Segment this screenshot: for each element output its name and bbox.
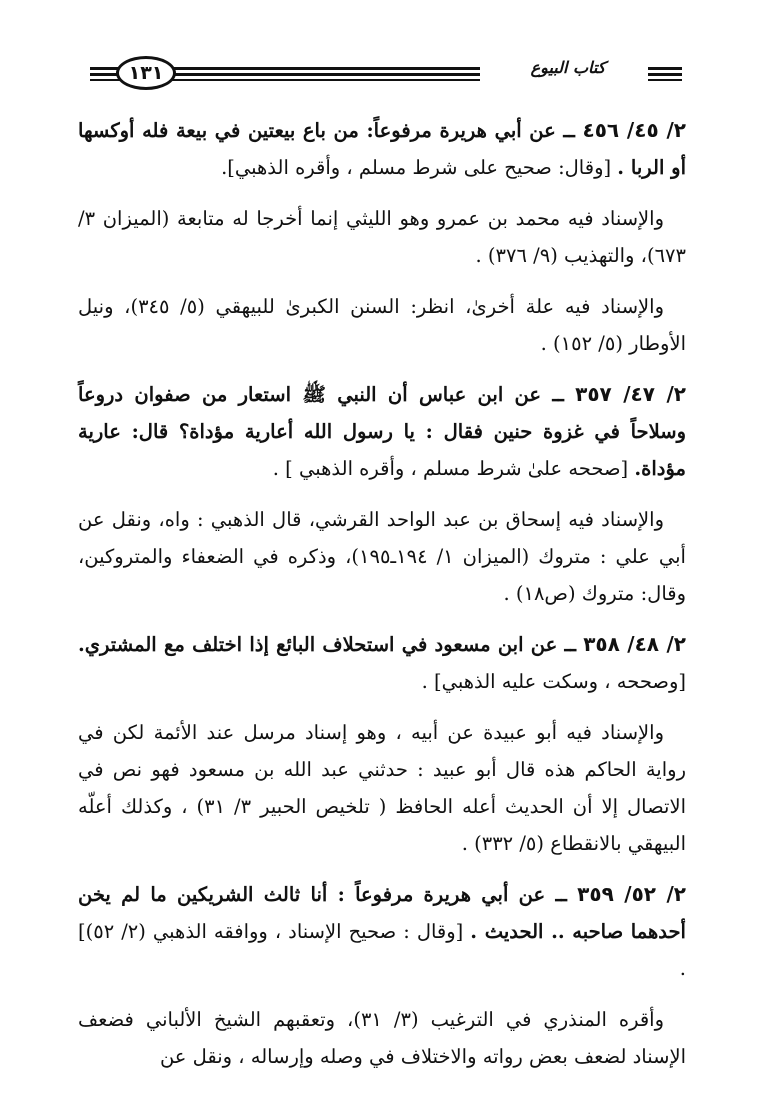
commentary-paragraph: والإسناد فيه إسحاق بن عبد الواحد القرشي، قال الذهبي : واه، ونقل عن أبي علي : متروك (الميزان ١/ ١٩٤ـ١٩٥)، وذكره في الضعفاء والمتروكين، وقال: متروك (ص١٨) . [78, 508, 686, 605]
grading-text: [وقال : صحيح الإسناد ، ووافقه الذهبي (٢/ ٥٢)] . [78, 920, 686, 980]
header-rule-short [648, 73, 682, 76]
page-number: ١٣١ [116, 56, 176, 90]
header-rule-short [648, 67, 682, 70]
page-header [0, 0, 764, 110]
hadith-entry [78, 376, 686, 487]
grading-text: [وقال: صحيح على شرط مسلم ، وأقره الذهبي]. [221, 156, 618, 179]
hadith-text: ــ عن ابن عباس أن النبي ﷺ استعار من صفوان دروعاً وسلاحاً في غزوة حنين فقال : يا رسول الله أعارية مؤداة؟ قال: عارية مؤداة. [78, 383, 686, 480]
entry-reference: ٢/ ٥٢/ ٣٥٩ [577, 882, 686, 906]
running-title: كتاب البيوع [530, 58, 606, 77]
grading-text: [وصححه ، وسكت عليه الذهبي] . [421, 670, 686, 693]
hadith-entry [78, 876, 686, 987]
commentary-paragraph: والإسناد فيه محمد بن عمرو وهو الليثي إنما أخرجا له متابعة (الميزان ٣/ ٦٧٣)، والتهذيب (٩/ ٣٧٦) . [78, 207, 686, 267]
commentary-paragraph: والإسناد فيه علة أخرىٰ، انظر: السنن الكبرىٰ للبيهقي (٥/ ٣٤٥)، ونيل الأوطار (٥/ ١٥٢) . [78, 295, 686, 355]
grading-text: [صححه علىٰ شرط مسلم ، وأقره الذهبي ] . [272, 457, 635, 480]
commentary-paragraph: والإسناد فيه أبو عبيدة عن أبيه ، وهو إسناد مرسل عند الأئمة لكن في رواية الحاكم هذه قال أبو عبيد : حدثني عبد الله بن مسعود فهو نص في الاتصال إلا أن الحديث أعله الحافظ ( تلخيص الحبير ٣/ ٣١) ، وكذلك أعلّه البيهقي بالانقطاع (٥/ ٣٣٢) . [78, 721, 686, 855]
header-rule-short [648, 79, 682, 81]
hadith-entry [78, 112, 686, 186]
commentary-paragraph: وأقره المنذري في الترغيب (٣/ ٣١)، وتعقبهم الشيخ الألباني فضعف الإسناد لضعف بعض رواته والاختلاف في وصله وإرساله ، ونقل عن [78, 1008, 686, 1068]
hadith-entry [78, 626, 686, 700]
hadith-text: ــ عن أبي هريرة مرفوعاً: من باع بيعتين في بيعة فله أوكسها أو الربا . [78, 119, 686, 179]
hadith-text: ــ عن أبي هريرة مرفوعاً : أنا ثالث الشريكين ما لم يخن أحدهما صاحبه .. الحديث . [78, 883, 686, 943]
entry-reference: ٢/ ٤٨/ ٣٥٨ [583, 632, 686, 656]
hadith-text: ــ عن ابن مسعود في استحلاف البائع إذا اختلف مع المشتري. [78, 633, 584, 656]
page-body [78, 112, 686, 1089]
entry-reference: ٢/ ٤٧/ ٣٥٧ [575, 382, 686, 406]
entry-reference: ٢/ ٤٥/ ٤٥٦ [582, 118, 686, 142]
